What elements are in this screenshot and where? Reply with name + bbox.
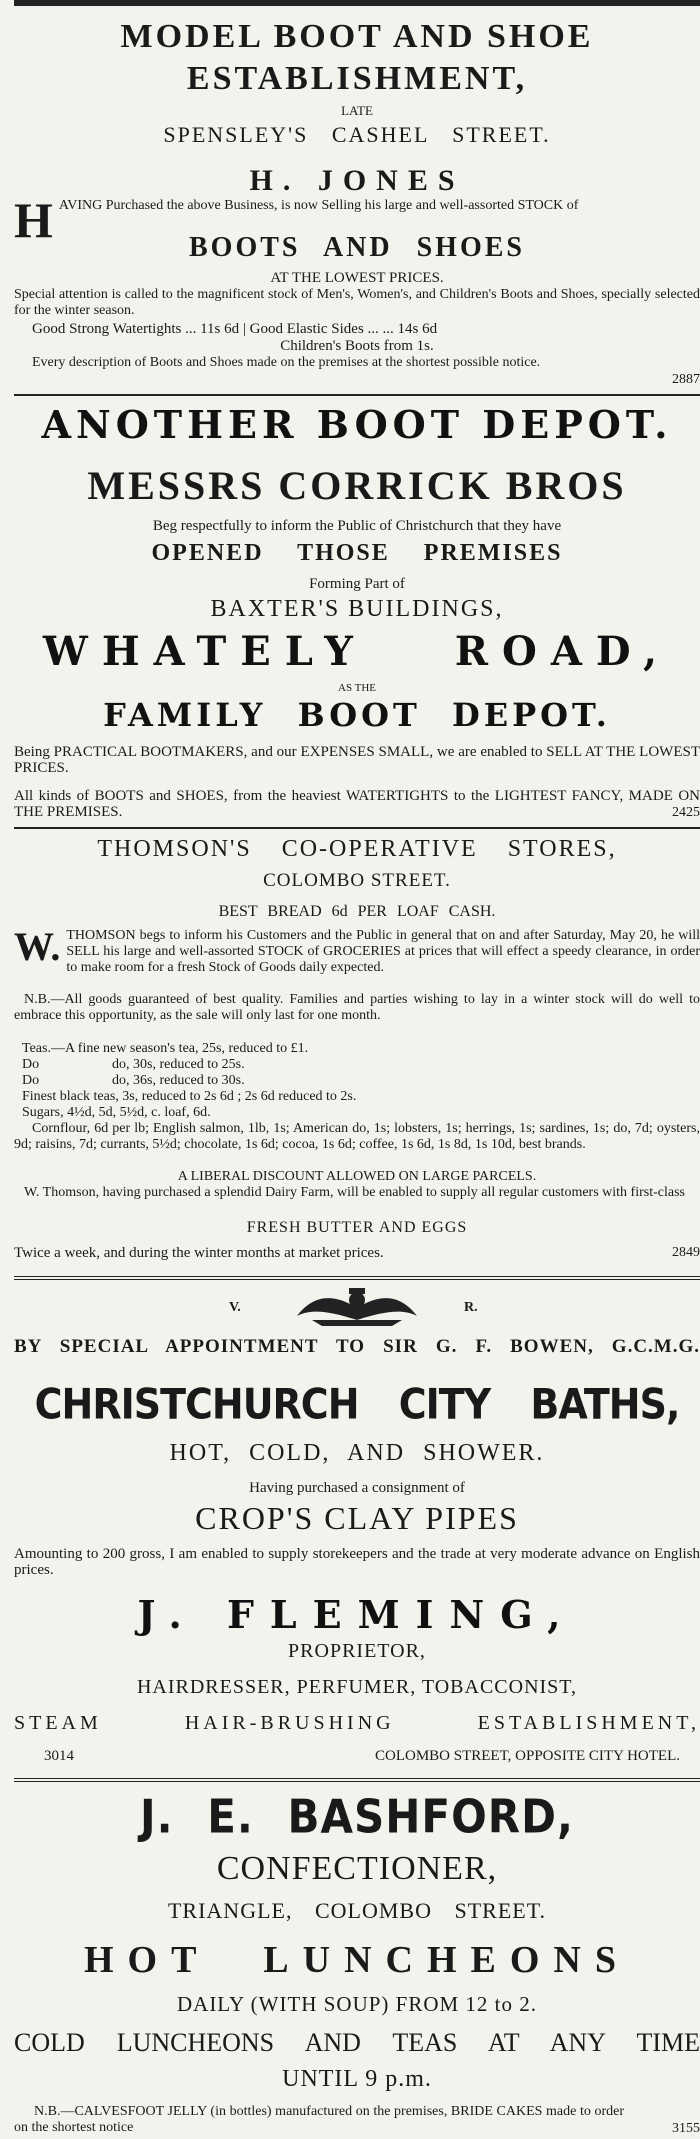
newspaper-advert-column — [14, 0, 700, 2139]
ad3-nb: N.B.—All goods guaranteed of best quality. Families and parties wishing to lay in a winter stock will do well to embrace this opportunity, as the sale will only last for one month. — [14, 992, 700, 1023]
ad5-trade: CONFECTIONER, — [216, 1850, 498, 1887]
ad4-hot: HOT, COLD, AND SHOWER. — [169, 1440, 545, 1466]
ad2-beg: Beg respectfully to inform the Public of Christchurch that they have — [152, 518, 562, 534]
ad1-prices: AT THE LOWEST PRICES. — [270, 270, 444, 286]
ad3-title: THOMSON'S CO-OPERATIVE STORES, — [97, 836, 617, 862]
ad4-baths: CHRISTCHURCH CITY BATHS, — [34, 1379, 680, 1429]
ad5-nb: N.B.—CALVESFOOT JELLY (in bottles) manufactured on the premises, BRIDE CAKES made to order on the shortest notice — [14, 2104, 624, 2135]
rule-2 — [14, 827, 700, 829]
ad3-dropcap: W. — [14, 924, 61, 969]
ad3-bread: BEST BREAD 6d PER LOAF CASH. — [218, 903, 496, 920]
ad3-teas2-label: Do — [22, 1057, 40, 1072]
ad3-street: COLOMBO STREET. — [263, 870, 451, 891]
ad4-address: COLOMBO STREET, OPPOSITE CITY HOTEL. — [375, 1748, 680, 1764]
ad5-cold: COLD LUNCHEONS AND TEAS AT ANY TIME — [14, 2028, 700, 2057]
ad3-black: Finest black teas, 3s, reduced to 2s 6d ; 2s 6d reduced to 2s. — [22, 1089, 357, 1104]
ad4-pipes: CROP'S CLAY PIPES — [195, 1500, 519, 1536]
ad4-appointment: BY SPECIAL APPOINTMENT TO SIR G. F. BOWEN, G.C.M.G. — [14, 1336, 700, 1357]
ad2-title: ANOTHER BOOT DEPOT. — [41, 402, 673, 447]
ad2-all-kinds: All kinds of BOOTS and SHOES, from the heaviest WATERTIGHTS to the LIGHTEST FANCY, MADE ON THE PREMISES. — [14, 788, 700, 820]
ad1-watertights: Good Strong Watertights ... 11s 6d | Good Elastic Sides ... ... 14s 6d — [32, 321, 438, 337]
ad4-steam: STEAM HAIR-BRUSHING ESTABLISHMENT, — [14, 1712, 700, 1734]
ad2-being: Being PRACTICAL BOOTMAKERS, and our EXPENSES SMALL, we are enabled to SELL AT THE LOWEST PRICES. — [14, 744, 700, 776]
ad1-intro-text: AVING Purchased the above Business, is now Selling his large and well-assorted STOCK of — [58, 198, 579, 213]
ad3-number: 2849 — [672, 1245, 700, 1260]
ad3-teas3: do, 36s, reduced to 30s. — [112, 1073, 245, 1088]
ad1-every: Every description of Boots and Shoes made on the premises at the shortest possible notice. — [32, 355, 541, 370]
ad3-discount: A LIBERAL DISCOUNT ALLOWED ON LARGE PARCELS. — [177, 1169, 537, 1184]
ad2-baxter: BAXTER'S BUILDINGS, — [210, 596, 504, 622]
ad5-hot: HOT LUNCHEONS — [84, 1939, 630, 1981]
ad4-fleming: J. FLEMING, — [137, 1592, 577, 1637]
ad3-cornflour: Cornflour, 6d per lb; English salmon, 1lb, 1s; American do, 1s; lobsters, 1s; herrings, 1s; sardines, 1s; do, 7d; oysters, 9d; raisins, 7d; currants, 5½d; chocolate, 1s 6d; cocoa, 1s 6d; coffee, 1s 6d, 1s 8d, 1s 10d, best brands. — [14, 1121, 700, 1152]
rule-4 — [14, 1778, 700, 1782]
ad3-twice: Twice a week, and during the winter months at market prices. — [14, 1245, 384, 1261]
ad3-butter: FRESH BUTTER AND EGGS — [246, 1219, 468, 1236]
ad2-opened: OPENED THOSE PREMISES — [151, 540, 563, 566]
ad1-proprietor: H. JONES — [249, 164, 465, 197]
rule-1 — [14, 394, 700, 396]
royal-coat-of-arms-icon — [292, 1286, 422, 1328]
ad4-proprietor: PROPRIETOR, — [288, 1640, 426, 1662]
ad4-amounting: Amounting to 200 gross, I am enabled to supply storekeepers and the trade at very moderate advance on English prices. — [14, 1546, 700, 1578]
top-rule — [14, 0, 700, 6]
ad4-having: Having purchased a consignment of — [249, 1480, 465, 1496]
ad4-v: V. — [229, 1300, 241, 1315]
ad1-boots: BOOTS AND SHOES — [189, 232, 525, 263]
ad5-until: UNTIL 9 p.m. — [282, 2066, 432, 2092]
ad4-r: R. — [464, 1300, 478, 1315]
ad3-intro — [14, 924, 700, 976]
ad3-teas3-row — [22, 1073, 700, 1089]
ad5-number: 3155 — [672, 2121, 700, 2136]
ad2-as-the: AS THE — [338, 682, 376, 694]
ad1-dropcap: H — [14, 192, 53, 248]
ad5-daily: DAILY (WITH SOUP) FROM 12 to 2. — [176, 1992, 538, 2016]
ad1-title-line2: ESTABLISHMENT, — [186, 60, 528, 97]
ad2-family: FAMILY BOOT DEPOT. — [103, 696, 611, 734]
ad2-number: 2425 — [672, 805, 700, 820]
ad2-firm: MESSRS CORRICK BROS — [87, 463, 627, 508]
ad4-hairdresser: HAIRDRESSER, PERFUMER, TOBACCONIST, — [136, 1676, 578, 1698]
ad1-late: LATE — [341, 103, 373, 118]
ad3-teas3-label: Do — [22, 1073, 40, 1088]
rule-3 — [14, 1276, 700, 1280]
ad2-forming: Forming Part of — [309, 576, 405, 592]
ad2-whately: WHATELY ROAD, — [42, 628, 672, 675]
ad1-special: Special attention is called to the magnificent stock of Men's, Women's, and Children's Boots and Shoes, specially selected for the winter season. — [14, 287, 700, 318]
ad5-name: J. E. BASHFORD, — [140, 1789, 574, 1844]
ad3-sugars: Sugars, 4½d, 5d, 5½d, c. loaf, 6d. — [22, 1105, 211, 1120]
ad3-dairy: W. Thomson, having purchased a splendid Dairy Farm, will be enabled to supply all regular customers with first-class — [24, 1185, 685, 1200]
ad3-intro-text: THOMSON begs to inform his Customers and the Public in general that on and after Saturday, May 20, he will SELL his large and well-assorted STOCK of GROCERIES at prices that will effect a speedy clearance, in order to make room for a fresh Stock of Goods daily expected. — [66, 928, 700, 975]
ad3-teas2: do, 30s, reduced to 25s. — [112, 1057, 245, 1072]
ad1-title-line1: MODEL BOOT AND SHOE — [120, 18, 594, 55]
ad1-number: 2887 — [672, 372, 700, 387]
ad1-childrens: Children's Boots from 1s. — [280, 338, 434, 354]
ad5-triangle: TRIANGLE, COLOMBO STREET. — [167, 1898, 547, 1923]
ad1-spensley: SPENSLEY'S CASHEL STREET. — [163, 122, 551, 147]
ad4-number: 3014 — [44, 1748, 74, 1764]
ad3-teas1: Teas.—A fine new season's tea, 25s, reduced to £1. — [22, 1041, 309, 1056]
ad3-teas2-row — [22, 1057, 700, 1073]
